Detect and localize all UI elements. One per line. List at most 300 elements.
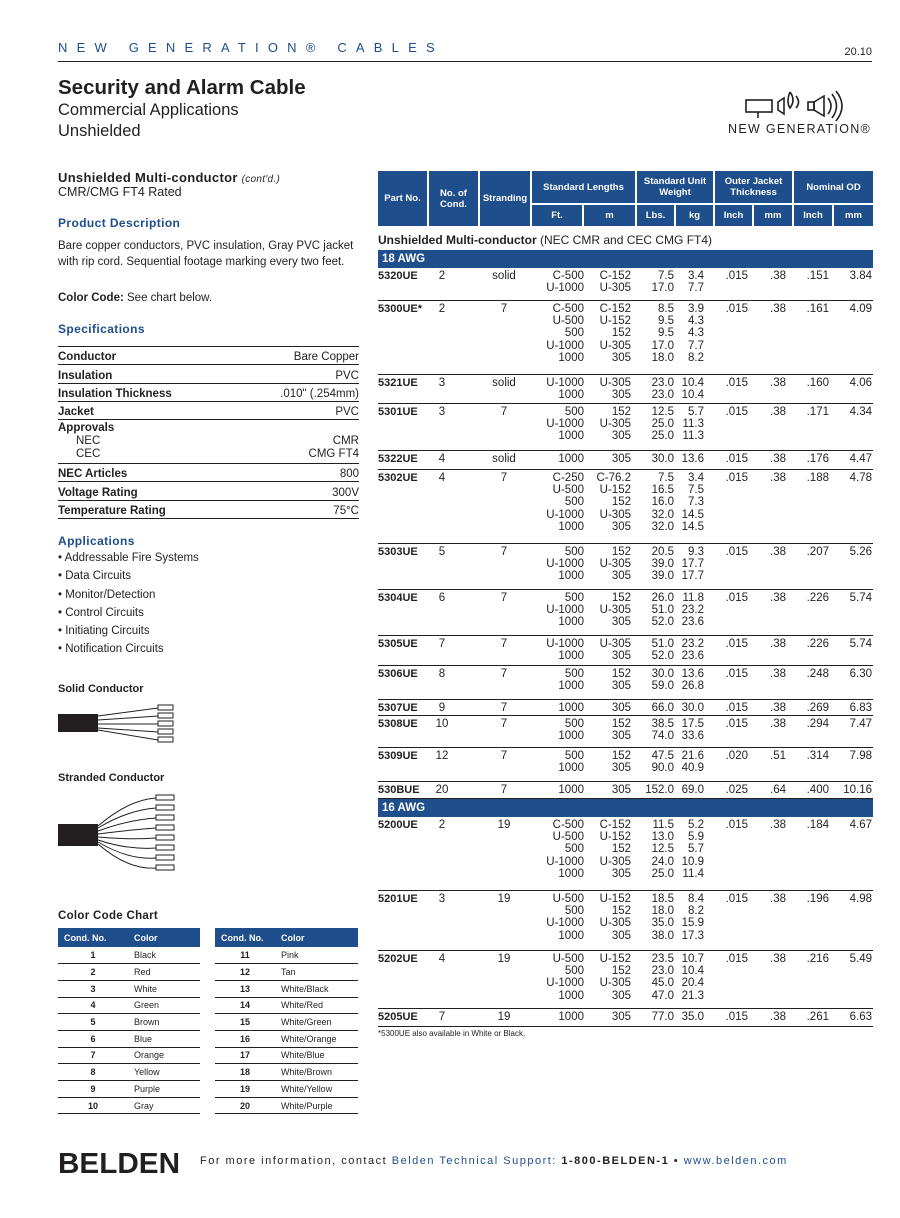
- stranding: 7: [500, 668, 508, 680]
- lbs-value: 16.0: [651, 496, 674, 509]
- spec-value: 800: [339, 468, 359, 481]
- od-inch: .161: [806, 303, 829, 315]
- lbs-value: 9.5: [658, 315, 674, 328]
- cond-no: 14: [215, 997, 275, 1014]
- kg-value: 14.5: [681, 520, 704, 533]
- table-row: [378, 268, 873, 301]
- kg-value: 8.4: [688, 893, 704, 905]
- m-column: [586, 303, 631, 364]
- lbs-value: 74.0: [651, 730, 674, 743]
- od-inch: .151: [806, 270, 829, 282]
- stranding: 7: [500, 303, 508, 315]
- jacket-inch: .025: [725, 784, 748, 796]
- color-name: Yellow: [128, 1064, 200, 1081]
- lbs-column: [631, 377, 674, 401]
- kg-value: 3.4: [688, 270, 704, 282]
- od-mm: 6.30: [849, 668, 872, 680]
- table-row: [58, 1081, 200, 1098]
- ft-column: [518, 406, 584, 443]
- cond-no: 16: [215, 1030, 275, 1047]
- m-value: U-305: [599, 377, 631, 389]
- od-mm: 6.63: [849, 1011, 872, 1023]
- od-mm: 5.74: [849, 638, 872, 650]
- ft-column: [518, 750, 584, 774]
- ft-value: 500: [564, 905, 584, 918]
- m-value: 305: [611, 929, 631, 942]
- table-row: [378, 951, 873, 1009]
- awg-18-band: 18 AWG: [378, 250, 873, 268]
- approvals-block: [58, 420, 359, 464]
- od-mm: 7.47: [849, 718, 872, 730]
- part-number: 5306UE: [378, 668, 418, 680]
- m-value: 305: [611, 989, 631, 1002]
- header-stranding: Stranding: [480, 171, 530, 226]
- cond-no: 13: [215, 980, 275, 997]
- kg-column: [674, 406, 704, 443]
- color-name: White/Yellow: [275, 1081, 358, 1098]
- kg-column: [674, 592, 704, 629]
- kg-value: 9.3: [688, 546, 704, 558]
- col-header: Cond. No.: [215, 928, 275, 947]
- spec-row: [58, 347, 359, 365]
- cond-no: 5: [58, 1014, 128, 1031]
- lbs-value: 52.0: [651, 616, 674, 629]
- kg-value: 8.2: [688, 351, 704, 364]
- lbs-column: [631, 453, 674, 465]
- kg-value: 3.4: [688, 472, 704, 484]
- jacket-mm: .38: [770, 303, 786, 315]
- spec-label: Voltage Rating: [58, 486, 138, 499]
- lbs-value: 17.0: [651, 282, 674, 295]
- cond-no: 8: [58, 1064, 128, 1081]
- ft-value: 500: [564, 406, 584, 418]
- lbs-value: 30.0: [651, 668, 674, 680]
- kg-column: [674, 303, 704, 364]
- m-value: U-305: [599, 418, 631, 431]
- color-name: Red: [128, 964, 200, 981]
- ft-column: [518, 546, 584, 583]
- series-title: NEW GENERATION® CABLES: [58, 40, 444, 55]
- table-row: [58, 997, 200, 1014]
- lbs-value: 59.0: [651, 680, 674, 693]
- jacket-inch: .020: [725, 750, 748, 762]
- ft-column: [518, 638, 584, 662]
- kg-value: 10.4: [681, 377, 704, 389]
- ft-value: U-1000: [546, 855, 584, 868]
- contd-text: (cont'd.): [241, 174, 281, 185]
- ft-value: 1000: [558, 929, 584, 942]
- kg-column: [674, 718, 704, 742]
- od-inch: .216: [806, 953, 829, 965]
- m-value: U-305: [599, 604, 631, 617]
- m-value: 152: [611, 546, 631, 558]
- cond-count: 6: [438, 592, 446, 604]
- cond-count: 2: [438, 819, 446, 831]
- approval-label: CEC: [76, 448, 101, 461]
- m-value: C-152: [599, 819, 631, 831]
- m-value: C-152: [599, 303, 631, 315]
- kg-value: 33.6: [681, 730, 704, 743]
- jacket-inch: .015: [725, 453, 748, 465]
- jacket-inch: .015: [725, 472, 748, 484]
- kg-value: 40.9: [681, 762, 704, 775]
- cond-no: 2: [58, 964, 128, 981]
- lbs-value: 152.0: [645, 784, 674, 796]
- header-jacket: Outer Jacket Thickness: [715, 171, 792, 203]
- kg-value: 17.3: [681, 929, 704, 942]
- color-name: Brown: [128, 1014, 200, 1031]
- od-inch: .160: [806, 377, 829, 389]
- jacket-mm: .38: [770, 893, 786, 905]
- cond-count: 8: [438, 668, 446, 680]
- lbs-value: 25.0: [651, 867, 674, 880]
- cond-count: 5: [438, 546, 446, 558]
- ft-column: [518, 592, 584, 629]
- cond-no: 1: [58, 947, 128, 964]
- table-row: [215, 997, 358, 1014]
- table-row: [378, 817, 873, 891]
- kg-value: 7.5: [688, 484, 704, 497]
- m-column: [586, 750, 631, 774]
- table-row: [215, 1081, 358, 1098]
- table-row: [378, 1009, 873, 1027]
- m-value: 152: [611, 327, 631, 340]
- stranding: 7: [500, 750, 508, 762]
- table-header: [378, 171, 873, 226]
- od-mm: 6.83: [849, 702, 872, 714]
- ft-value: 1000: [558, 762, 584, 775]
- m-column: [586, 893, 631, 942]
- ft-value: U-1000: [546, 377, 584, 389]
- kg-value: 10.4: [681, 965, 704, 978]
- cond-no: 17: [215, 1047, 275, 1064]
- lbs-value: 25.0: [651, 430, 674, 443]
- spec-row: [58, 384, 359, 402]
- ft-value: U-500: [552, 484, 584, 497]
- list-item: • Monitor/Detection: [58, 589, 358, 607]
- m-value: 305: [611, 616, 631, 629]
- color-name: Blue: [128, 1030, 200, 1047]
- ft-value: U-1000: [546, 917, 584, 930]
- lbs-value: 18.0: [651, 905, 674, 918]
- od-mm: 4.34: [849, 406, 872, 418]
- table-row: [58, 1030, 200, 1047]
- part-number: 5322UE: [378, 453, 418, 465]
- spec-label: Temperature Rating: [58, 505, 166, 518]
- kg-column: [674, 893, 704, 942]
- m-value: 305: [611, 453, 631, 465]
- lbs-column: [631, 303, 674, 364]
- m-value: 152: [611, 905, 631, 918]
- contact-sep: •: [669, 1155, 684, 1167]
- part-number: 530BUE: [378, 784, 420, 796]
- page-number: 20.10: [844, 46, 872, 58]
- m-column: [586, 668, 631, 692]
- color-name: Black: [128, 947, 200, 964]
- approval-row: [58, 435, 359, 448]
- m-value: U-305: [599, 282, 631, 295]
- jacket-mm: .38: [770, 953, 786, 965]
- ft-column: [518, 953, 584, 1002]
- ft-value: U-500: [552, 953, 584, 965]
- kg-column: [674, 819, 704, 880]
- awg-16-band: 16 AWG: [378, 799, 873, 817]
- jacket-mm: .38: [770, 406, 786, 418]
- part-number: 5309UE: [378, 750, 418, 762]
- m-column: [586, 406, 631, 443]
- od-inch: .184: [806, 819, 829, 831]
- jacket-mm: .38: [770, 718, 786, 730]
- m-value: 152: [611, 592, 631, 604]
- m-value: 305: [611, 430, 631, 443]
- ft-value: U-1000: [546, 418, 584, 431]
- stranding: solid: [492, 377, 516, 389]
- m-column: [586, 453, 631, 465]
- kg-value: 23.6: [681, 616, 704, 629]
- m-column: [586, 718, 631, 742]
- table-row: [378, 891, 873, 951]
- cond-count: 12: [435, 750, 449, 762]
- m-column: [586, 784, 631, 796]
- table-row: [378, 748, 873, 782]
- lbs-column: [631, 784, 674, 796]
- table-row: [378, 544, 873, 590]
- jacket-inch: .015: [725, 406, 748, 418]
- kg-value: 5.2: [688, 819, 704, 831]
- header-weight: Standard Unit Weight: [637, 171, 713, 203]
- header-lbs: Lbs.: [637, 205, 674, 226]
- cond-no: 11: [215, 947, 275, 964]
- specifications-title: Specifications: [58, 322, 145, 336]
- subtitle-commercial: Commercial Applications: [58, 101, 239, 119]
- color-name: Gray: [128, 1097, 200, 1114]
- lbs-value: 32.0: [651, 508, 674, 521]
- approval-row: [58, 448, 359, 461]
- ft-value: 500: [564, 750, 584, 762]
- jacket-mm: .51: [770, 750, 786, 762]
- od-inch: .400: [806, 784, 829, 796]
- table-row: [215, 964, 358, 981]
- belden-logo-icon: [58, 1145, 182, 1179]
- cond-no: 9: [58, 1081, 128, 1098]
- col-header: Color: [128, 928, 200, 947]
- table-row: [378, 301, 873, 375]
- top-rule: [58, 61, 872, 62]
- m-value: U-152: [599, 315, 631, 328]
- lbs-value: 32.0: [651, 520, 674, 533]
- ft-value: C-500: [552, 303, 584, 315]
- kg-value: 7.7: [688, 282, 704, 295]
- lbs-column: [631, 953, 674, 1002]
- od-mm: 4.06: [849, 377, 872, 389]
- lbs-column: [631, 819, 674, 880]
- jacket-mm: .38: [770, 453, 786, 465]
- ft-value: 500: [564, 327, 584, 340]
- header-mm: mm: [754, 205, 792, 226]
- m-value: 305: [611, 784, 631, 796]
- table-row: [378, 404, 873, 451]
- lbs-column: [631, 592, 674, 629]
- cond-no: 20: [215, 1097, 275, 1114]
- stranding: solid: [492, 270, 516, 282]
- part-number: 5302UE: [378, 472, 418, 484]
- kg-value: 5.7: [688, 843, 704, 856]
- jacket-mm: .38: [770, 377, 786, 389]
- m-column: [586, 377, 631, 401]
- kg-column: [674, 270, 704, 294]
- lbs-column: [631, 546, 674, 583]
- m-value: C-152: [599, 270, 631, 282]
- table-row: [215, 1030, 358, 1047]
- od-inch: .188: [806, 472, 829, 484]
- lbs-value: 12.5: [651, 843, 674, 856]
- specifications-table: [58, 346, 359, 519]
- part-number: 5301UE: [378, 406, 418, 418]
- ft-value: 1000: [558, 702, 584, 714]
- jacket-inch: .015: [725, 592, 748, 604]
- part-number: 5202UE: [378, 953, 418, 965]
- jacket-mm: .38: [770, 472, 786, 484]
- jacket-inch: .015: [725, 718, 748, 730]
- kg-value: 3.9: [688, 303, 704, 315]
- header-kg: kg: [676, 205, 713, 226]
- ft-value: U-1000: [546, 508, 584, 521]
- table-row: [378, 782, 873, 799]
- rating-text: CMR/CMG FT4 Rated: [58, 185, 182, 199]
- spec-row: [58, 365, 359, 383]
- header-cond: No. of Cond.: [429, 171, 478, 226]
- m-column: [586, 1011, 631, 1023]
- m-value: U-305: [599, 558, 631, 571]
- od-inch: .314: [806, 750, 829, 762]
- color-name: White/Brown: [275, 1064, 358, 1081]
- color-name: White/Blue: [275, 1047, 358, 1064]
- kg-value: 21.3: [681, 989, 704, 1002]
- spec-label: NEC Articles: [58, 468, 128, 481]
- lbs-value: 77.0: [651, 1011, 674, 1023]
- jacket-inch: .015: [725, 819, 748, 831]
- stranding: 7: [500, 472, 508, 484]
- color-name: Green: [128, 997, 200, 1014]
- part-number: 5300UE*: [378, 303, 423, 315]
- jacket-inch: .015: [725, 953, 748, 965]
- od-mm: 4.47: [849, 453, 872, 465]
- ft-value: U-1000: [546, 638, 584, 650]
- lbs-value: 30.0: [651, 453, 674, 465]
- cond-count: 10: [435, 718, 449, 730]
- list-item: • Control Circuits: [58, 607, 358, 625]
- spec-label: Insulation: [58, 369, 113, 382]
- color-name: White: [128, 980, 200, 997]
- m-value: 152: [611, 750, 631, 762]
- od-mm: 4.67: [849, 819, 872, 831]
- kg-value: 4.3: [688, 315, 704, 328]
- od-mm: 5.74: [849, 592, 872, 604]
- cond-count: 7: [438, 638, 446, 650]
- color-name: Purple: [128, 1081, 200, 1098]
- jacket-inch: .015: [725, 1011, 748, 1023]
- table-row: [58, 947, 200, 964]
- kg-value: 13.6: [681, 453, 704, 465]
- cond-no: 12: [215, 964, 275, 981]
- spec-label: Jacket: [58, 406, 94, 419]
- jacket-inch: .015: [725, 303, 748, 315]
- m-value: 305: [611, 650, 631, 663]
- kg-value: 7.7: [688, 339, 704, 352]
- spec-value: 75°C: [333, 505, 359, 518]
- spec-value: PVC: [335, 406, 359, 419]
- lbs-value: 38.0: [651, 929, 674, 942]
- kg-value: 26.8: [681, 680, 704, 693]
- jacket-mm: .64: [770, 784, 786, 796]
- part-number: 5200UE: [378, 819, 418, 831]
- subtitle-unshielded: Unshielded: [58, 122, 141, 140]
- part-number: 5320UE: [378, 270, 418, 282]
- stranding: 19: [497, 953, 511, 965]
- cond-count: 2: [438, 303, 446, 315]
- color-name: Pink: [275, 947, 358, 964]
- ft-value: U-1000: [546, 339, 584, 352]
- cond-count: 3: [438, 377, 446, 389]
- kg-value: 11.3: [682, 418, 704, 431]
- lbs-value: 23.0: [651, 965, 674, 978]
- part-number: 5308UE: [378, 718, 418, 730]
- jacket-inch: .015: [725, 893, 748, 905]
- cond-count: 3: [438, 893, 446, 905]
- spec-row: [58, 464, 359, 482]
- kg-value: 69.0: [681, 784, 704, 796]
- m-value: U-152: [599, 953, 631, 965]
- ft-value: 1000: [558, 616, 584, 629]
- m-value: 305: [611, 762, 631, 775]
- lbs-value: 66.0: [651, 702, 674, 714]
- m-value: 305: [611, 520, 631, 533]
- jacket-mm: .38: [770, 668, 786, 680]
- lbs-column: [631, 668, 674, 692]
- table-row: [378, 590, 873, 636]
- lbs-value: 7.5: [658, 472, 674, 484]
- lbs-value: 17.0: [651, 339, 674, 352]
- header-ft: Ft.: [532, 205, 582, 226]
- kg-value: 30.0: [681, 702, 704, 714]
- color-code-label: Color Code:: [58, 292, 124, 304]
- m-column: [586, 953, 631, 1002]
- table-row: [215, 980, 358, 997]
- contact-pre: For more information, contact: [200, 1155, 392, 1167]
- header-m: m: [584, 205, 635, 226]
- color-name: White/Black: [275, 980, 358, 997]
- table-row: [378, 716, 873, 748]
- m-column: [586, 819, 631, 880]
- od-inch: .207: [806, 546, 829, 558]
- heading-text: Unshielded Multi-conductor: [58, 170, 238, 185]
- lbs-value: 7.5: [658, 270, 674, 282]
- jacket-mm: .38: [770, 1011, 786, 1023]
- lbs-value: 26.0: [651, 592, 674, 604]
- part-number: 5304UE: [378, 592, 418, 604]
- spec-value: .010" (.254mm): [280, 387, 359, 400]
- table-row: [378, 700, 873, 716]
- approval-value: CMG FT4: [308, 448, 359, 461]
- kg-column: [674, 546, 704, 583]
- m-value: U-152: [599, 893, 631, 905]
- svg-text:BELDEN: BELDEN: [58, 1148, 180, 1179]
- m-value: 152: [611, 965, 631, 978]
- stranded-conductor-icon: [58, 790, 178, 880]
- solid-conductor-label: Solid Conductor: [58, 683, 144, 695]
- cond-no: 7: [58, 1047, 128, 1064]
- ft-value: U-1000: [546, 558, 584, 571]
